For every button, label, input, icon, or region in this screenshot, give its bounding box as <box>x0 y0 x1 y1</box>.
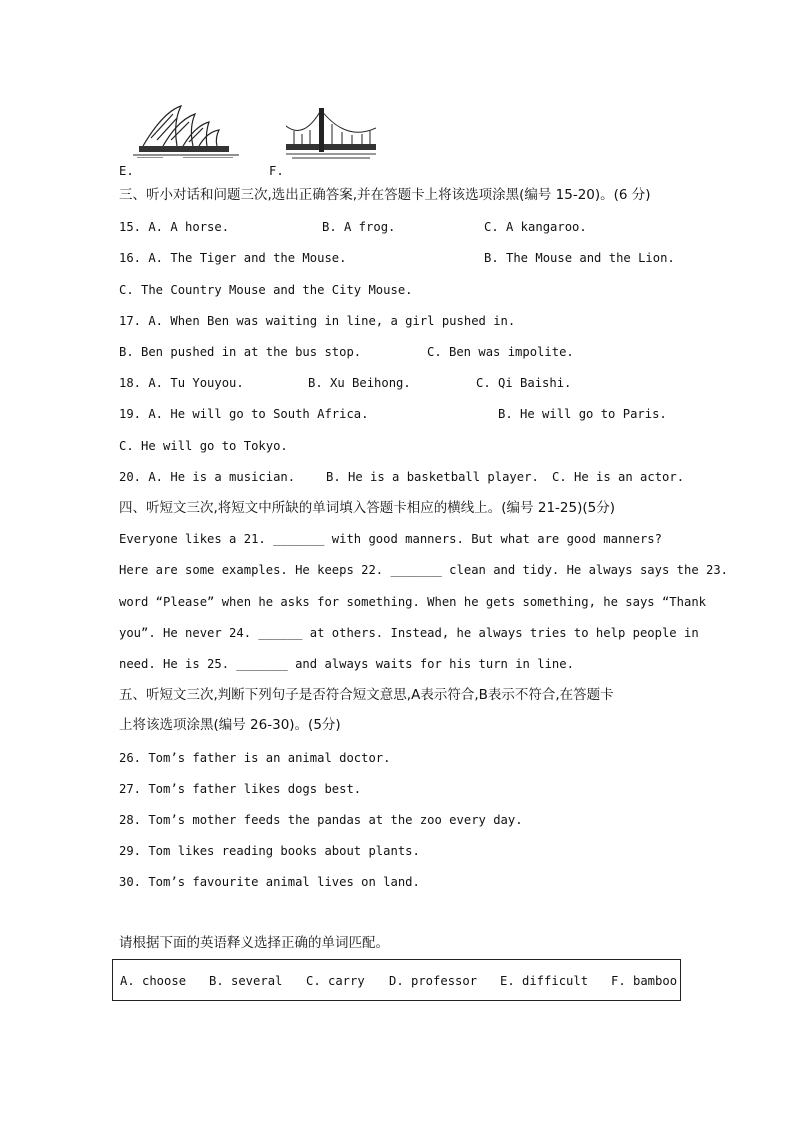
word-bank-box <box>112 959 681 1001</box>
q18-option-a: 18. A. Tu Youyou. <box>119 376 244 390</box>
q20-option-c: C. He is an actor. <box>552 470 685 484</box>
q19-option-c: C. He will go to Tokyo. <box>119 439 288 453</box>
section5-heading: 五、听短文三次,判断下列句子是否符合短文意思,A表示符合,B表示不符合,在答题卡 <box>119 687 614 703</box>
q20-option-b: B. He is a basketball player. <box>326 470 539 484</box>
passage-line-1: Everyone likes a 21. _______ with good manners. But what are good manners? <box>119 532 662 546</box>
passage-line-5: need. He is 25. _______ and always waits for his turn in line. <box>119 657 574 671</box>
picture-f-label: F. <box>269 164 284 178</box>
word-option-b: B. several <box>209 974 283 988</box>
q17-option-b: B. Ben pushed in at the bus stop. <box>119 345 362 359</box>
passage-line-4: you”. He never 24. ______ at others. Instead, he always tries to help people in <box>119 626 699 640</box>
q18-option-b: B. Xu Beihong. <box>308 376 411 390</box>
q19-option-a: 19. A. He will go to South Africa. <box>119 407 369 421</box>
q18-option-c: C. Qi Baishi. <box>476 376 572 390</box>
q17-option-a: 17. A. When Ben was waiting in line, a girl pushed in. <box>119 314 516 328</box>
section5-heading-cont: 上将该选项涂黑(编号 26-30)。(5分) <box>119 717 341 733</box>
q16-option-c: C. The Country Mouse and the City Mouse. <box>119 283 413 297</box>
q17-option-c: C. Ben was impolite. <box>427 345 574 359</box>
statement-28: 28. Tom’s mother feeds the pandas at the zoo every day. <box>119 813 523 827</box>
word-option-d: D. professor <box>389 974 478 988</box>
word-option-e: E. difficult <box>500 974 589 988</box>
statement-29: 29. Tom likes reading books about plants. <box>119 844 420 858</box>
q16-option-a: 16. A. The Tiger and the Mouse. <box>119 251 347 265</box>
q15-option-b: B. A frog. <box>322 220 396 234</box>
vocab-instruction: 请根据下面的英语释义选择正确的单词匹配。 <box>119 935 389 951</box>
q16-option-b: B. The Mouse and the Lion. <box>484 251 675 265</box>
statement-30: 30. Tom’s favourite animal lives on land. <box>119 875 420 889</box>
word-option-c: C. carry <box>306 974 365 988</box>
picture-e-label: E. <box>119 164 134 178</box>
q20-option-a: 20. A. He is a musician. <box>119 470 296 484</box>
q15-option-a: 15. A. A horse. <box>119 220 230 234</box>
section3-heading: 三、听小对话和问题三次,选出正确答案,并在答题卡上将该选项涂黑(编号 15-20)。(6 分) <box>119 187 651 203</box>
suspension-bridge-icon <box>286 106 376 162</box>
passage-line-2: Here are some examples. He keeps 22. _______ clean and tidy. He always says the 23. <box>119 563 729 577</box>
word-option-a: A. choose <box>120 974 187 988</box>
statement-26: 26. Tom’s father is an animal doctor. <box>119 751 391 765</box>
q15-option-c: C. A kangaroo. <box>484 220 587 234</box>
q19-option-b: B. He will go to Paris. <box>498 407 667 421</box>
sydney-opera-house-icon <box>133 102 239 158</box>
section4-heading: 四、听短文三次,将短文中所缺的单词填入答题卡相应的横线上。(编号 21-25)(5分) <box>119 500 615 516</box>
word-option-f: F. bamboo <box>611 974 678 988</box>
statement-27: 27. Tom’s father likes dogs best. <box>119 782 362 796</box>
passage-line-3: word “Please” when he asks for something. When he gets something, he says “Thank <box>119 595 706 609</box>
